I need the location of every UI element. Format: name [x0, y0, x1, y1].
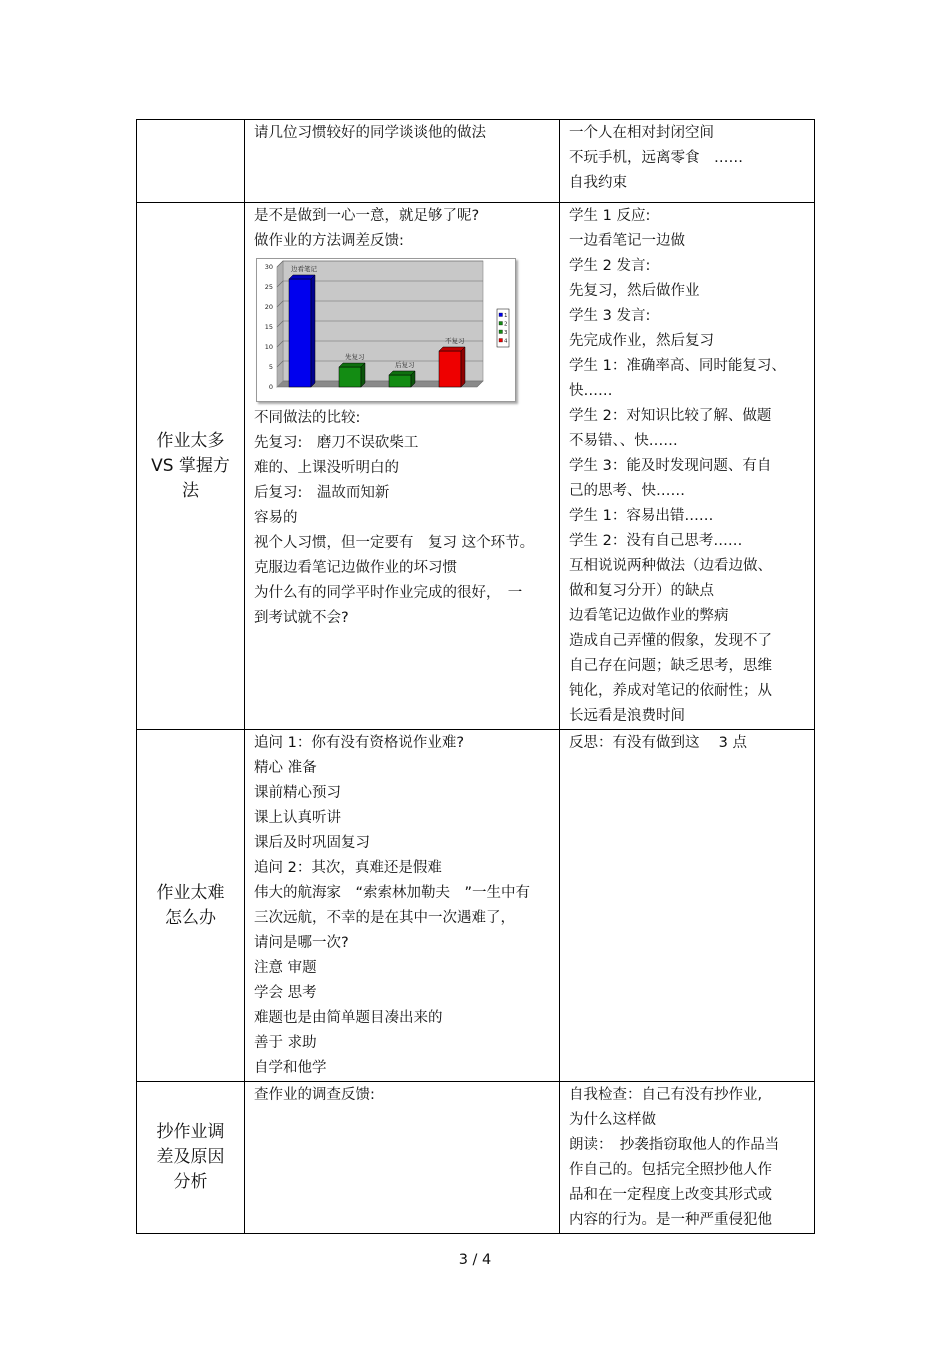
text-line: 学生 1：容易出错……	[569, 508, 714, 524]
text-line: 一边看笔记一边做	[569, 233, 685, 249]
text-line: 善于 求助	[254, 1035, 317, 1051]
section-title-line: 分析	[173, 1172, 208, 1192]
bar	[389, 375, 411, 387]
section-title-line: VS 掌握方	[151, 455, 230, 476]
text-line: 不同做法的比较:	[254, 410, 361, 426]
row4-middle	[245, 1082, 559, 1108]
y-tick-label: 25	[264, 283, 273, 291]
legend-label: 1	[504, 312, 508, 319]
text-line: 学生 1 反应:	[569, 208, 651, 224]
content-cell	[245, 1082, 560, 1234]
text-line: 快……	[569, 383, 613, 399]
row1-right	[560, 120, 814, 196]
text-line: 自我检查：自己有没有抄作业,	[569, 1087, 763, 1103]
text-line: 课前精心预习	[254, 785, 341, 801]
text-line: 长远看是浪费时间	[569, 708, 685, 724]
text-line: 请几位习惯较好的同学谈谈他的做法	[254, 125, 486, 141]
content-cell	[245, 730, 560, 1082]
legend-label: 3	[504, 329, 508, 336]
table-row	[137, 120, 815, 203]
text-line: 作自己的。包括完全照抄他人作	[569, 1162, 772, 1178]
content-cell	[245, 203, 560, 730]
bar-top	[289, 275, 315, 279]
content-cell	[245, 120, 560, 203]
row1-middle	[245, 120, 559, 146]
section-title-line: 差及原因	[156, 1147, 225, 1167]
text-line: 先完成作业，然后复习	[569, 333, 714, 349]
legend-swatch	[499, 330, 503, 334]
text-line: 是不是做到一心一意，就足够了呢?	[254, 208, 480, 224]
text-line: 学生 2：对知识比较了解、做题	[569, 408, 772, 424]
text-line: 反思：有没有做到这 3 点	[569, 735, 747, 751]
text-line: 做作业的方法调差反馈:	[254, 233, 404, 249]
y-tick-label: 0	[268, 383, 273, 391]
legend-swatch	[499, 313, 503, 317]
table-row	[137, 203, 815, 730]
text-line: 追问 2：其次，真难还是假难	[254, 860, 442, 876]
text-line: 视个人习惯，但一定要有 复习 这个环节。	[254, 535, 535, 551]
section-title-line: 抄作业调	[156, 1122, 225, 1142]
y-tick-label: 5	[268, 363, 273, 371]
row2-right	[560, 203, 814, 729]
text-line: 为什么这样做	[569, 1112, 656, 1128]
section-title-cell	[137, 120, 245, 203]
bar-data-label: 边看笔记	[291, 265, 317, 273]
text-line: 朗读： 抄袭指窃取他人的作品当	[569, 1137, 780, 1153]
row3-middle	[245, 730, 559, 1081]
text-line: 后复习: 温故而知新	[254, 485, 390, 501]
text-line: 学会 思考	[254, 985, 317, 1001]
lesson-table	[136, 119, 815, 1234]
text-line: 查作业的调查反馈:	[254, 1087, 375, 1103]
text-line: 学生 2：没有自己思考……	[569, 533, 743, 549]
bar	[439, 351, 461, 387]
text-line: 难的、上课没听明白的	[254, 460, 399, 476]
text-line: 克服边看笔记边做作业的坏习惯	[254, 560, 457, 576]
legend-label: 2	[504, 321, 508, 328]
response-cell	[560, 120, 815, 203]
bar-chart	[257, 259, 515, 401]
row2-middle-top	[245, 203, 559, 631]
table-row	[137, 1082, 815, 1234]
text-line: 不易错、、快……	[569, 433, 678, 449]
response-cell	[560, 203, 815, 730]
text-line: 自己存在问题；缺乏思考，思维	[569, 658, 772, 674]
text-line: 自我约束	[569, 175, 627, 191]
legend-swatch	[499, 322, 503, 326]
text-line: 伟大的航海家 “索索林加勒夫 ”一生中有	[254, 885, 531, 901]
section-title-line: 法	[182, 480, 199, 501]
section-title-cell	[137, 1082, 245, 1234]
bar	[339, 367, 361, 387]
row3-right	[560, 730, 814, 756]
y-tick-label: 30	[264, 263, 273, 271]
bar	[289, 279, 311, 387]
text-line: 先复习: 磨刀不误砍柴工	[254, 435, 419, 451]
text-line: 注意 审题	[254, 960, 317, 976]
text-line: 一个人在相对封闭空间	[569, 125, 714, 141]
text-line: 互相说说两种做法（边看边做、	[569, 558, 772, 574]
bar-side	[311, 275, 315, 387]
text-line: 边看笔记边做作业的弊病	[569, 608, 729, 624]
bar-top	[439, 347, 465, 351]
row4-right	[560, 1082, 814, 1233]
text-line: 课上认真听讲	[254, 810, 341, 826]
text-line: 不玩手机，远离零食 ……	[569, 150, 743, 166]
text-line: 请问是哪一次?	[254, 935, 349, 951]
bar-top	[339, 363, 365, 367]
text-line: 追问 1：你有没有资格说作业难?	[254, 735, 465, 751]
text-line: 学生 3：能及时发现问题、有自	[569, 458, 772, 474]
section-title-cell	[137, 730, 245, 1082]
page-number: 3 / 4	[458, 1252, 492, 1268]
section-title-line: 作业太多	[156, 430, 225, 451]
y-tick-label: 15	[264, 323, 273, 331]
text-line: 先复习，然后做作业	[569, 283, 700, 299]
text-line: 内容的行为。是一种严重侵犯他	[569, 1212, 772, 1228]
section-title-line: 怎么办	[165, 907, 216, 928]
text-line: 为什么有的同学平时作业完成的很好， 一	[254, 585, 523, 601]
bar-data-label: 先复习	[345, 353, 365, 361]
y-tick-label: 10	[264, 343, 273, 351]
text-line: 自学和他学	[254, 1060, 327, 1076]
legend-swatch	[499, 339, 503, 343]
response-cell	[560, 730, 815, 1082]
bar-data-label: 后复习	[395, 361, 415, 369]
text-line: 精心 准备	[254, 760, 317, 776]
legend-label: 4	[504, 338, 508, 345]
text-line: 学生 1：准确率高、同时能复习、	[569, 358, 786, 374]
section-title-cell	[137, 203, 245, 730]
text-line: 做和复习分开）的缺点	[569, 583, 714, 599]
text-line: 到考试就不会?	[254, 610, 349, 626]
text-line: 造成自己弄懂的假象，发现不了	[569, 633, 772, 649]
y-tick-label: 20	[264, 303, 273, 311]
text-line: 难题也是由简单题目凑出来的	[254, 1010, 443, 1026]
text-line: 钝化，养成对笔记的依耐性；从	[569, 683, 772, 699]
text-line: 课后及时巩固复习	[254, 835, 370, 851]
bar-data-label: 不复习	[445, 337, 465, 345]
survey-chart	[256, 258, 516, 402]
text-line: 学生 3 发言:	[569, 308, 651, 324]
response-cell	[560, 1082, 815, 1234]
text-line: 学生 2 发言:	[569, 258, 651, 274]
bar-side	[461, 347, 465, 387]
text-line: 品和在一定程度上改变其形式或	[569, 1187, 772, 1203]
bar-top	[389, 371, 415, 375]
text-line: 容易的	[254, 510, 298, 526]
section-title-line: 作业太难	[156, 882, 225, 903]
text-line: 己的思考、快……	[569, 483, 685, 499]
text-line: 三次远航，不幸的是在其中一次遇难了，	[254, 910, 515, 926]
table-row	[137, 730, 815, 1082]
